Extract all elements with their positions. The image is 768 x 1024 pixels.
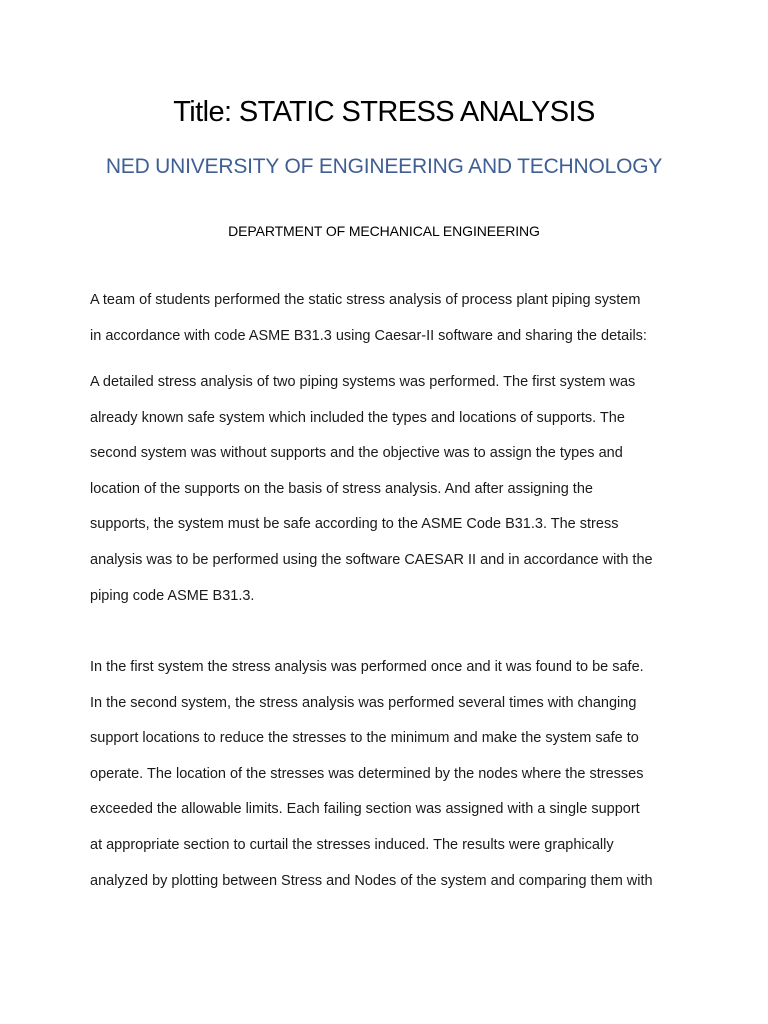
paragraph-line: In the second system, the stress analysis was performed several times with changing [90, 694, 637, 711]
paragraph-line: support locations to reduce the stresses to the minimum and make the system safe to [90, 730, 639, 747]
paragraph-line: A team of students performed the static stress analysis of process plant piping system [90, 292, 641, 308]
paragraph-line: at appropriate section to curtail the stresses induced. The results were graphically [90, 836, 614, 853]
paragraph-line: already known safe system which included the types and locations of supports. The [90, 409, 625, 426]
paragraph-line: analyzed by plotting between Stress and Nodes of the system and comparing them with [90, 872, 653, 889]
paragraph-line: analysis was to be performed using the software CAESAR II and in accordance with the [90, 551, 653, 568]
paragraph-line: second system was without supports and the objective was to assign the types and [90, 445, 623, 462]
university-name: NED UNIVERSITY OF ENGINEERING AND TECHNOLOGY [105, 155, 663, 178]
paragraph-line: operate. The location of the stresses was determined by the nodes where the stresses [90, 765, 644, 782]
document-title: Title: STATIC STRESS ANALYSIS [173, 96, 595, 128]
department-name: DEPARTMENT OF MECHANICAL ENGINEERING [228, 223, 540, 239]
paragraph-line: In the first system the stress analysis was performed once and it was found to be safe. [90, 659, 644, 675]
paragraph-line: supports, the system must be safe according to the ASME Code B31.3. The stress [90, 516, 619, 533]
paragraph-line: exceeded the allowable limits. Each failing section was assigned with a single support [90, 801, 640, 818]
paragraph-results [90, 657, 682, 906]
paragraph-line: A detailed stress analysis of two piping systems was performed. The first system was [90, 374, 636, 390]
paragraph-line: location of the supports on the basis of stress analysis. And after assigning the [90, 480, 593, 497]
paragraph-line: in accordance with code ASME B31.3 using Caesar-II software and sharing the details: [90, 327, 647, 344]
paragraph-intro [90, 290, 682, 361]
paragraph-analysis-overview [90, 372, 682, 621]
paragraph-line: piping code ASME B31.3. [90, 587, 255, 604]
